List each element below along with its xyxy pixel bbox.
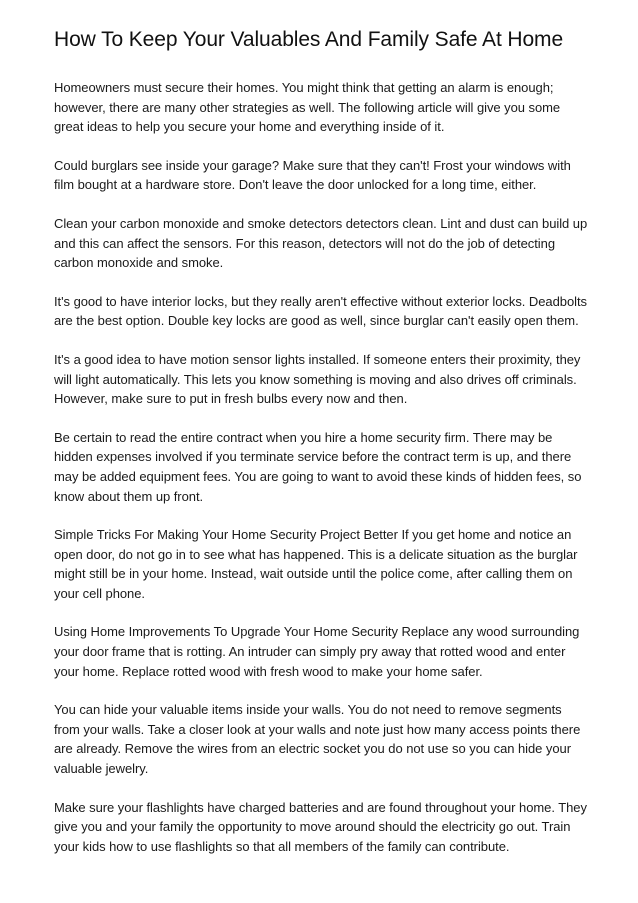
paragraph: It's good to have interior locks, but they really aren't effective without exterior locks. Deadbolts are the best option. Double key locks are good as well, since burglar can't easily open them. — [54, 293, 587, 329]
paragraph: Using Home Improvements To Upgrade Your Home Security Replace any wood surrounding your door frame that is rotting. An intruder can simply pry away that rotted wood and enter your home. Replace rotted wood with fresh wood to make your home safer. — [54, 624, 580, 679]
paragraph: Clean your carbon monoxide and smoke detectors detectors clean. Lint and dust can build up and this can affect the sensors. For this reason, detectors will not do the job of detecting carbon monoxide and smoke. — [54, 215, 588, 271]
paragraph: Could burglars see inside your garage? Make sure that they can't! Frost your windows with film bought at a hardware store. Don't leave the door unlocked for a long time, either. — [54, 157, 571, 193]
paragraph: You can hide your valuable items inside your walls. You do not need to remove segments from your walls. Take a closer look at your walls and note just how many access points there are already. Remove the wires from an electric socket you do not use so you can hide your valuable jewelry. — [54, 702, 581, 777]
paragraph: Homeowners must secure their homes. You might think that getting an alarm is enough; however, there are many other strategies as well. The following article will give you some great ideas to help you secure your home and everything inside of it. — [54, 80, 561, 135]
paragraph: It's a good idea to have motion sensor lights installed. If someone enters their proximity, they will light automatically. This lets you know something is moving and also drives off criminals. However, make sure to put in fresh bulbs every now and then. — [54, 351, 581, 407]
paragraph: Be certain to read the entire contract when you hire a home security firm. There may be hidden expenses involved if you terminate service before the contract term is up, and there may be added equipment fees. You are going to want to avoid these kinds of hidden fees, so know about them up front. — [54, 429, 582, 504]
page-title: How To Keep Your Valuables And Family Safe At Home — [54, 28, 564, 51]
paragraph: Make sure your flashlights have charged batteries and are found throughout your home. They give you and your family the opportunity to move around should the electricity go out. Train your kids how to use flashlights so that all members of the family can contribute. — [54, 799, 587, 854]
paragraph: Simple Tricks For Making Your Home Security Project Better If you get home and notice an open door, do not go in to see what has happened. This is a delicate situation as the burglar might still be in your home. Instead, wait outside until the police come, after calling them on your cell phone. — [54, 527, 578, 601]
